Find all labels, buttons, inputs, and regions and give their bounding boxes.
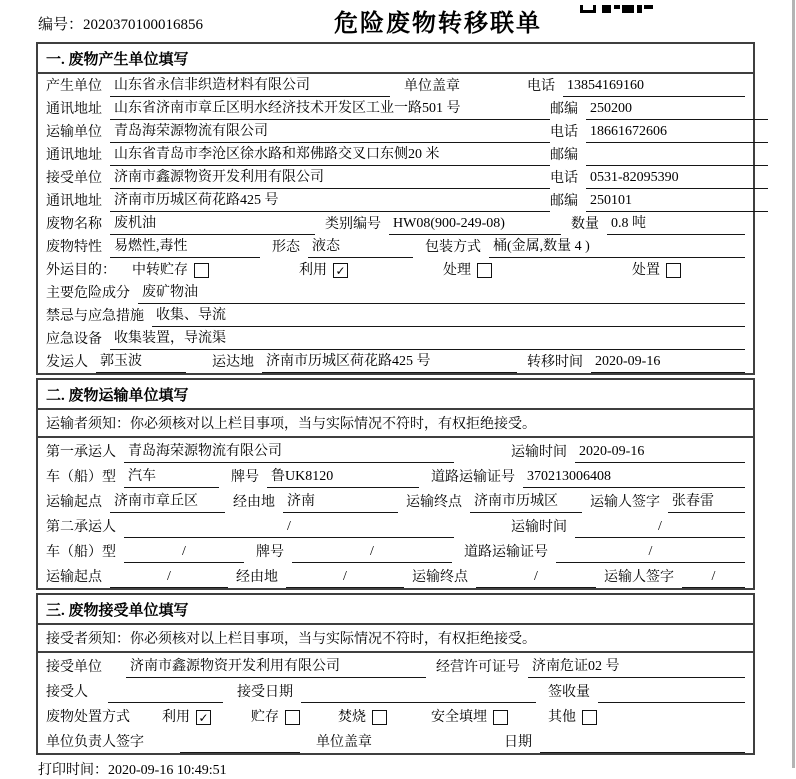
transport-time-label: 运输时间 bbox=[511, 520, 567, 535]
row-first-carrier bbox=[38, 438, 753, 463]
purpose-option-label: 利用 bbox=[299, 263, 327, 278]
permit-value: 济南危证02 号 bbox=[528, 655, 745, 678]
window-edge bbox=[792, 0, 795, 768]
print-time-value: 2020-09-16 10:49:51 bbox=[108, 763, 227, 778]
row-transporter bbox=[38, 120, 753, 143]
purpose-option-dispose bbox=[632, 259, 681, 281]
producer-label: 产生单位 bbox=[46, 79, 102, 94]
purpose-option-use bbox=[299, 259, 348, 281]
signed-amount-value bbox=[598, 700, 745, 703]
purpose-option-label: 处理 bbox=[443, 263, 471, 278]
carrier-sign-label: 运输人签字 bbox=[590, 495, 660, 510]
character-value: 易燃性,毒性 bbox=[110, 235, 260, 258]
via-value: / bbox=[286, 569, 404, 588]
row-vehicle-2 bbox=[38, 538, 753, 563]
date-value bbox=[540, 750, 745, 753]
disposal-option-incinerate bbox=[338, 706, 387, 728]
waste-name-label: 废物名称 bbox=[46, 217, 102, 232]
checkbox-use: ✓ bbox=[333, 263, 348, 278]
vehicle-type-value: 汽车 bbox=[124, 465, 219, 488]
purpose-option-label: 处置 bbox=[632, 263, 660, 278]
via-label: 经由地 bbox=[236, 570, 278, 585]
row-consignor bbox=[38, 350, 753, 373]
row-receiver bbox=[38, 166, 753, 189]
waste-name-value: 废机油 bbox=[110, 212, 315, 235]
phone-label: 电话 bbox=[550, 125, 578, 140]
section-receiver bbox=[36, 593, 755, 755]
section-producer bbox=[36, 42, 755, 375]
origin-value: / bbox=[110, 569, 228, 588]
purpose-label: 外运目的： bbox=[46, 263, 116, 278]
road-license-label: 道路运输证号 bbox=[431, 470, 515, 485]
carrier-value: 青岛海荣源物流有限公司 bbox=[124, 440, 454, 463]
receiver-notice bbox=[38, 625, 753, 653]
origin-label: 运输起点 bbox=[46, 570, 102, 585]
page-title: 危险废物转移联单 bbox=[334, 11, 542, 37]
address-label: 通讯地址 bbox=[46, 148, 102, 163]
disposal-label: 废物处置方式 bbox=[46, 710, 130, 725]
taboo-label: 禁忌与应急措施 bbox=[46, 309, 144, 324]
plate-label: 牌号 bbox=[256, 545, 284, 560]
origin-value: 济南市章丘区 bbox=[110, 490, 225, 513]
endpoint-label: 运输终点 bbox=[406, 495, 462, 510]
taboo-value: 收集、导流 bbox=[152, 304, 745, 327]
address-value: 济南市历城区荷花路425 号 bbox=[110, 189, 550, 212]
section-transporter bbox=[36, 378, 755, 590]
address-label: 通讯地址 bbox=[46, 102, 102, 117]
row-producer bbox=[38, 74, 753, 97]
carrier-label: 第二承运人 bbox=[46, 520, 116, 535]
transporter-notice bbox=[38, 410, 753, 438]
transport-time-value: / bbox=[575, 519, 745, 538]
equipment-label: 应急设备 bbox=[46, 332, 102, 347]
checkbox-landfill bbox=[493, 710, 508, 725]
equipment-value: 收集装置，导流渠 bbox=[110, 327, 745, 350]
destination-label: 运达地 bbox=[212, 355, 254, 370]
packing-label: 包装方式 bbox=[425, 240, 481, 255]
zip-label: 邮编 bbox=[550, 102, 578, 117]
consignor-value: 郭玉波 bbox=[96, 350, 186, 373]
carrier-sign-value: 张春雷 bbox=[668, 490, 745, 513]
destination-value: 济南市历城区荷花路425 号 bbox=[262, 350, 517, 373]
row-transfer-purpose bbox=[38, 258, 753, 281]
section-producer-title: 一. 废物产生单位填写 bbox=[38, 44, 753, 74]
producer-value: 山东省永信非织造材料有限公司 bbox=[110, 74, 390, 97]
disposal-option-use bbox=[162, 706, 211, 728]
vehicle-type-label: 车（船）型 bbox=[46, 545, 116, 560]
receive-person-value bbox=[108, 700, 223, 703]
road-license-label: 道路运输证号 bbox=[464, 545, 548, 560]
checkbox-use: ✓ bbox=[196, 710, 211, 725]
address-value: 山东省济南市章丘区明水经济技术开发区工业一路501 号 bbox=[110, 97, 550, 120]
leader-sign-value bbox=[180, 750, 300, 753]
row-disposal-method bbox=[38, 703, 753, 728]
document-header bbox=[0, 0, 796, 42]
form-label: 形态 bbox=[272, 240, 300, 255]
section-transporter-title: 二. 废物运输单位填写 bbox=[38, 380, 753, 410]
row-receive-unit bbox=[38, 653, 753, 678]
category-label: 类别编号 bbox=[325, 217, 381, 232]
row-receive-person bbox=[38, 678, 753, 703]
form-value: 液态 bbox=[308, 235, 413, 258]
leader-sign-label: 单位负责人签字 bbox=[46, 735, 144, 750]
row-route-1 bbox=[38, 488, 753, 513]
via-label: 经由地 bbox=[233, 495, 275, 510]
row-taboo-measures bbox=[38, 304, 753, 327]
serial-label: 编号： bbox=[38, 17, 84, 33]
row-producer-address bbox=[38, 97, 753, 120]
endpoint-label: 运输终点 bbox=[412, 570, 468, 585]
date-label: 日期 bbox=[504, 735, 532, 750]
row-emergency-equipment bbox=[38, 327, 753, 350]
zip-label: 邮编 bbox=[550, 148, 578, 163]
disposal-option-landfill bbox=[431, 706, 508, 728]
row-hazard-component bbox=[38, 281, 753, 304]
quantity-label: 数量 bbox=[571, 217, 599, 232]
notice-label: 运输者须知： bbox=[46, 417, 130, 432]
unit-seal-label: 单位盖章 bbox=[404, 79, 460, 94]
carrier-value: / bbox=[124, 519, 454, 538]
purpose-option-storage bbox=[132, 259, 209, 281]
consignor-label: 发运人 bbox=[46, 355, 88, 370]
address-value: 山东省青岛市李沧区徐水路和郑佛路交叉口东侧20 米 bbox=[110, 143, 550, 166]
transfer-time-value: 2020-09-16 bbox=[591, 354, 745, 373]
purpose-option-label: 中转贮存 bbox=[132, 263, 188, 278]
hazard-value: 废矿物油 bbox=[138, 281, 745, 304]
notice-text: 你必须核对以上栏目事项，当与实际情况不符时，有权拒绝接受。 bbox=[130, 417, 536, 432]
via-value: 济南 bbox=[283, 490, 398, 513]
carrier-label: 第一承运人 bbox=[46, 445, 116, 460]
phone-value: 18661672606 bbox=[586, 124, 768, 143]
road-license-value: / bbox=[556, 544, 745, 563]
zip-value bbox=[586, 163, 768, 166]
row-waste-character bbox=[38, 235, 753, 258]
phone-value: 0531-82095390 bbox=[586, 170, 768, 189]
address-label: 通讯地址 bbox=[46, 194, 102, 209]
endpoint-value: / bbox=[476, 569, 596, 588]
zip-value: 250101 bbox=[586, 193, 768, 212]
zip-label: 邮编 bbox=[550, 194, 578, 209]
receive-date-label: 接受日期 bbox=[237, 685, 293, 700]
serial-value: 2020370100016856 bbox=[83, 17, 204, 33]
checkbox-other bbox=[582, 710, 597, 725]
disposal-option-label: 焚烧 bbox=[338, 710, 366, 725]
vehicle-type-label: 车（船）型 bbox=[46, 470, 116, 485]
phone-label: 电话 bbox=[550, 171, 578, 186]
disposal-option-label: 安全填埋 bbox=[431, 710, 487, 725]
notice-label: 接受者须知： bbox=[46, 632, 130, 647]
carrier-sign-value: / bbox=[682, 569, 745, 588]
checkbox-transit-storage bbox=[194, 263, 209, 278]
origin-label: 运输起点 bbox=[46, 495, 102, 510]
print-time bbox=[38, 759, 796, 779]
transporter-label: 运输单位 bbox=[46, 125, 102, 140]
carrier-sign-label: 运输人签字 bbox=[604, 570, 674, 585]
plate-value: / bbox=[292, 544, 452, 563]
hazard-label: 主要危险成分 bbox=[46, 286, 130, 301]
disposal-option-other bbox=[548, 706, 597, 728]
print-time-label: 打印时间： bbox=[38, 763, 108, 778]
row-leader-signature bbox=[38, 728, 753, 753]
receive-unit-value: 济南市鑫源物资开发利用有限公司 bbox=[126, 655, 426, 678]
row-second-carrier bbox=[38, 513, 753, 538]
row-waste-name bbox=[38, 212, 753, 235]
checkbox-treat bbox=[477, 263, 492, 278]
checkbox-incinerate bbox=[372, 710, 387, 725]
purpose-option-treat bbox=[443, 259, 492, 281]
section-receiver-title: 三. 废物接受单位填写 bbox=[38, 595, 753, 625]
row-receiver-address bbox=[38, 189, 753, 212]
permit-label: 经营许可证号 bbox=[436, 660, 520, 675]
packing-value: 桶(金属,数量 4 ) bbox=[489, 235, 745, 258]
receive-person-label: 接受人 bbox=[46, 685, 88, 700]
quantity-value: 0.8 吨 bbox=[607, 212, 745, 235]
transport-time-value: 2020-09-16 bbox=[575, 444, 745, 463]
receive-date-value bbox=[301, 700, 536, 703]
disposal-option-label: 其他 bbox=[548, 710, 576, 725]
notice-text: 你必须核对以上栏目事项，当与实际情况不符时，有权拒绝接受。 bbox=[130, 632, 536, 647]
phone-value: 13854169160 bbox=[563, 78, 745, 97]
transport-time-label: 运输时间 bbox=[511, 445, 567, 460]
plate-value: 鲁UK8120 bbox=[267, 465, 419, 488]
transporter-value: 青岛海荣源物流有限公司 bbox=[110, 120, 550, 143]
disposal-option-label: 利用 bbox=[162, 710, 190, 725]
transfer-time-label: 转移时间 bbox=[527, 355, 583, 370]
row-route-2 bbox=[38, 563, 753, 588]
receive-unit-label: 接受单位 bbox=[46, 660, 102, 675]
vehicle-type-value: / bbox=[124, 544, 244, 563]
category-value: HW08(900-249-08) bbox=[389, 216, 561, 235]
receiver-value: 济南市鑫源物资开发利用有限公司 bbox=[110, 166, 550, 189]
plate-label: 牌号 bbox=[231, 470, 259, 485]
signed-amount-label: 签收量 bbox=[548, 685, 590, 700]
receiver-label: 接受单位 bbox=[46, 171, 102, 186]
phone-label: 电话 bbox=[527, 79, 555, 94]
zip-value: 250200 bbox=[586, 101, 768, 120]
unit-seal-label: 单位盖章 bbox=[316, 735, 372, 750]
disposal-option-label: 贮存 bbox=[251, 710, 279, 725]
road-license-value: 370213006408 bbox=[523, 469, 745, 488]
character-label: 废物特性 bbox=[46, 240, 102, 255]
checkbox-store bbox=[285, 710, 300, 725]
row-vehicle-1 bbox=[38, 463, 753, 488]
checkbox-dispose bbox=[666, 263, 681, 278]
disposal-option-store bbox=[251, 706, 300, 728]
endpoint-value: 济南市历城区 bbox=[470, 490, 582, 513]
row-transporter-address bbox=[38, 143, 753, 166]
